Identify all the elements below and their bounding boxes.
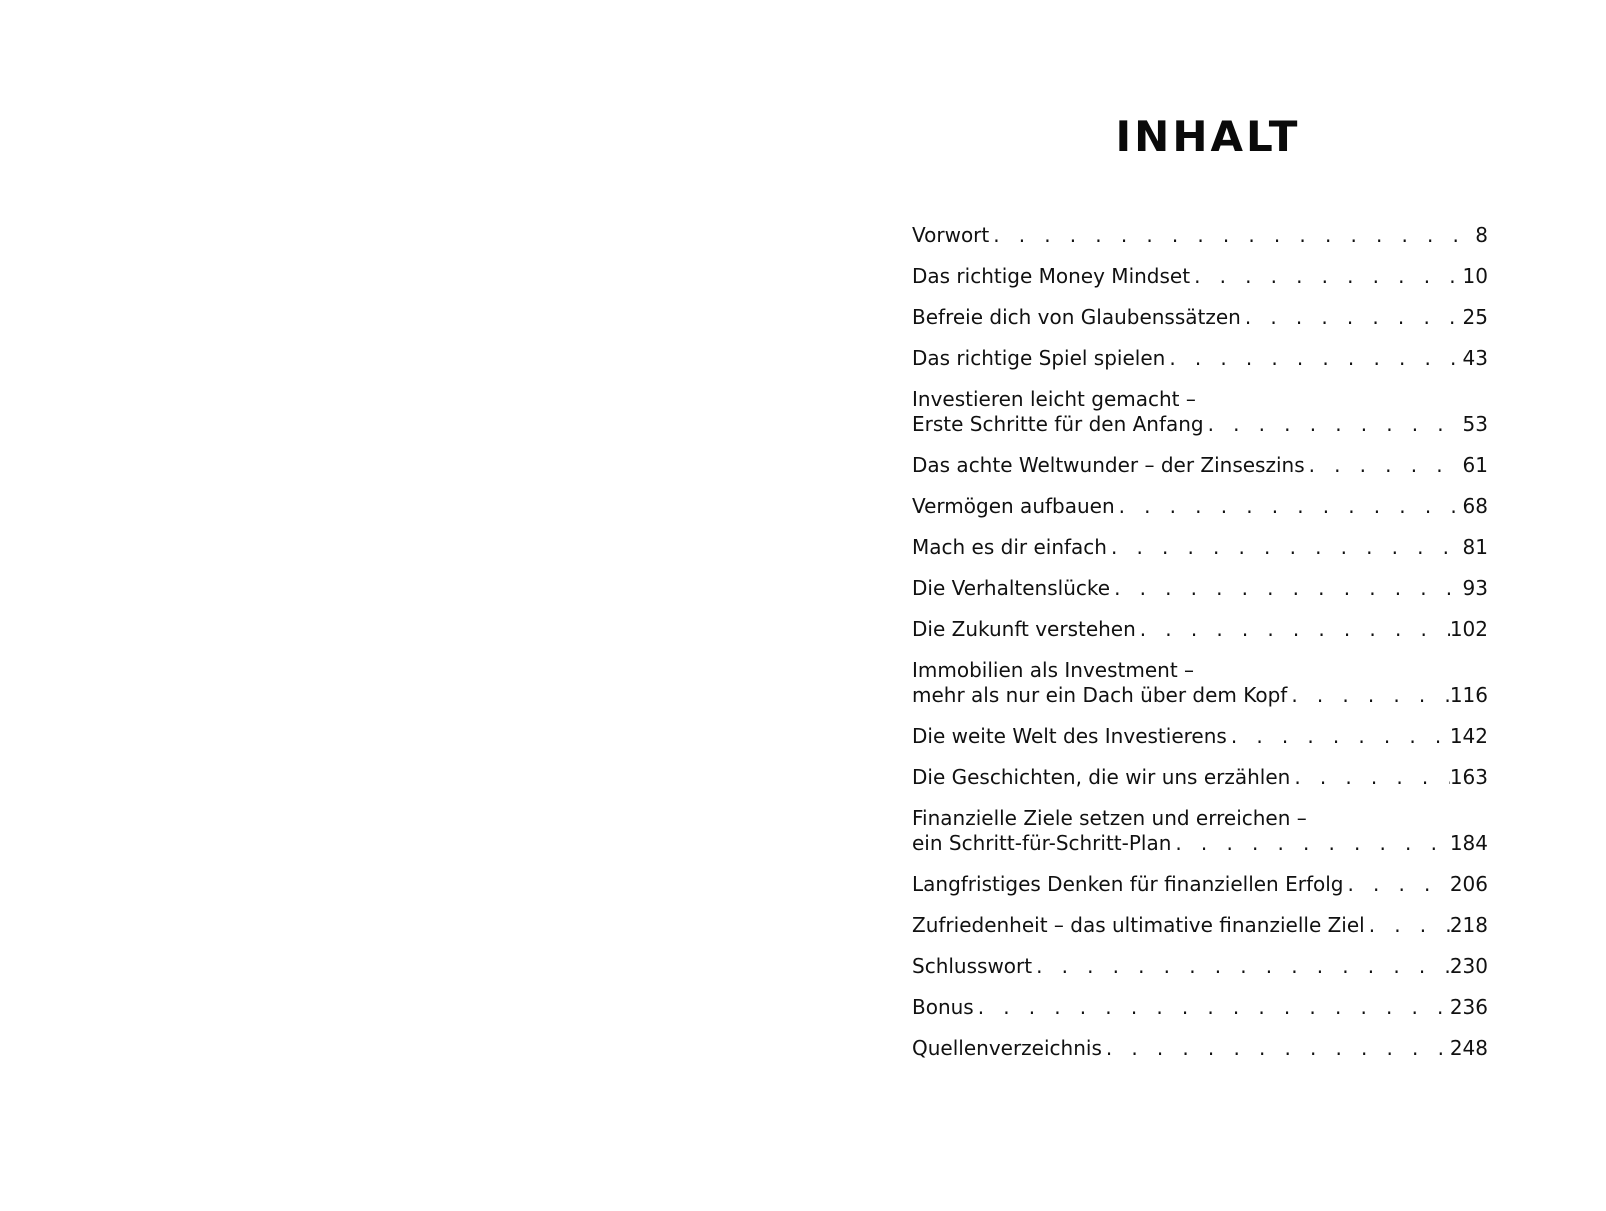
toc-page-number: 8 xyxy=(1475,223,1488,247)
toc-entry-line xyxy=(912,872,1488,897)
toc-entry-title: Investieren leicht gemacht – xyxy=(912,387,1196,411)
toc-entry-line xyxy=(912,995,1488,1020)
toc-page-number: 116 xyxy=(1449,683,1488,707)
toc-page-number: 248 xyxy=(1449,1036,1488,1060)
dot-leader xyxy=(1032,954,1450,979)
dot-leader xyxy=(1190,264,1462,289)
dot-leader xyxy=(1110,576,1462,601)
toc-entry-title: Erste Schritte für den Anfang xyxy=(912,412,1204,436)
toc-entry-title: Vermögen aufbauen xyxy=(912,494,1115,518)
toc-entry-line xyxy=(912,658,1488,683)
page-title: INHALT xyxy=(1115,112,1301,161)
toc-entry-line xyxy=(912,617,1488,642)
toc-entry[interactable] xyxy=(912,387,1488,437)
toc-entry[interactable] xyxy=(912,453,1488,478)
toc-entry[interactable] xyxy=(912,658,1488,708)
dot-leader xyxy=(1171,831,1449,856)
toc-page-number: 61 xyxy=(1462,453,1488,477)
toc-entry-title: Immobilien als Investment – xyxy=(912,658,1195,682)
toc-entry-title: Finanzielle Ziele setzen und erreichen – xyxy=(912,806,1307,830)
dot-leader xyxy=(1165,346,1462,371)
toc-entry-title: Die Zukunft verstehen xyxy=(912,617,1136,641)
toc-entry[interactable] xyxy=(912,305,1488,330)
dot-leader xyxy=(1204,412,1463,437)
dot-leader xyxy=(1102,1036,1450,1061)
toc-entry-line xyxy=(912,831,1488,856)
toc-entry-line xyxy=(912,765,1488,790)
toc-entry-line xyxy=(912,264,1488,289)
toc-entry-line xyxy=(912,806,1488,831)
toc-entry[interactable] xyxy=(912,576,1488,601)
toc-entry-line xyxy=(912,913,1488,938)
toc-entry[interactable] xyxy=(912,724,1488,749)
toc-entry-line xyxy=(912,683,1488,708)
toc-entry[interactable] xyxy=(912,806,1488,856)
toc-entry-title: Langfristiges Denken für finanziellen Erfolg xyxy=(912,872,1344,896)
toc-page-number: 184 xyxy=(1449,831,1488,855)
toc-entry-title: Quellenverzeichnis xyxy=(912,1036,1102,1060)
toc-entry[interactable] xyxy=(912,223,1488,248)
table-of-contents xyxy=(912,223,1488,1077)
toc-entry-line xyxy=(912,954,1488,979)
toc-page-number: 206 xyxy=(1449,872,1488,896)
toc-entry-line xyxy=(912,387,1488,412)
toc-entry-line xyxy=(912,535,1488,560)
toc-page-number: 218 xyxy=(1449,913,1488,937)
toc-entry[interactable] xyxy=(912,346,1488,371)
toc-entry-line xyxy=(912,724,1488,749)
toc-entry-title: Die Verhaltenslücke xyxy=(912,576,1111,600)
toc-entry-title: Zufriedenheit – das ultimative finanzielle Ziel xyxy=(912,913,1365,937)
dot-leader xyxy=(1227,724,1450,749)
toc-entry-line xyxy=(912,494,1488,519)
toc-page-number: 81 xyxy=(1462,535,1488,559)
toc-entry-title: Das richtige Spiel spielen xyxy=(912,346,1166,370)
toc-entry-title: ein Schritt-für-Schritt-Plan xyxy=(912,831,1172,855)
toc-entry-title: Das achte Weltwunder – der Zinseszins xyxy=(912,453,1305,477)
toc-entry-line xyxy=(912,412,1488,437)
dot-leader xyxy=(1107,535,1463,560)
toc-entry-line xyxy=(912,346,1488,371)
toc-entry-title: Die Geschichten, die wir uns erzählen xyxy=(912,765,1291,789)
toc-entry-line xyxy=(912,1036,1488,1061)
toc-entry[interactable] xyxy=(912,535,1488,560)
toc-entry-title: Bonus xyxy=(912,995,974,1019)
toc-entry-line xyxy=(912,576,1488,601)
dot-leader xyxy=(974,995,1450,1020)
dot-leader xyxy=(1290,765,1450,790)
toc-entry[interactable] xyxy=(912,1036,1488,1061)
toc-page-number: 93 xyxy=(1462,576,1488,600)
toc-entry[interactable] xyxy=(912,617,1488,642)
toc-page-number: 43 xyxy=(1462,346,1488,370)
toc-entry[interactable] xyxy=(912,765,1488,790)
toc-entry-title: Die weite Welt des Investierens xyxy=(912,724,1227,748)
toc-page-number: 53 xyxy=(1462,412,1488,436)
toc-entry[interactable] xyxy=(912,954,1488,979)
toc-page-number: 25 xyxy=(1462,305,1488,329)
toc-entry[interactable] xyxy=(912,872,1488,897)
dot-leader xyxy=(1305,453,1463,478)
toc-entry-title: Mach es dir einfach xyxy=(912,535,1107,559)
right-page xyxy=(803,0,1606,1211)
toc-entry[interactable] xyxy=(912,264,1488,289)
dot-leader xyxy=(1343,872,1449,897)
toc-entry[interactable] xyxy=(912,913,1488,938)
toc-page-number: 230 xyxy=(1449,954,1488,978)
toc-entry[interactable] xyxy=(912,995,1488,1020)
toc-entry-title: Befreie dich von Glaubenssätzen xyxy=(912,305,1241,329)
toc-page-number: 163 xyxy=(1449,765,1488,789)
toc-entry-title: Das richtige Money Mindset xyxy=(912,264,1191,288)
toc-entry[interactable] xyxy=(912,494,1488,519)
toc-entry-line xyxy=(912,453,1488,478)
dot-leader xyxy=(1365,913,1450,938)
toc-entry-title: Vorwort xyxy=(912,223,990,247)
toc-page-number: 102 xyxy=(1449,617,1488,641)
toc-entry-title: Schlusswort xyxy=(912,954,1033,978)
toc-page-number: 10 xyxy=(1462,264,1488,288)
toc-entry-title: mehr als nur ein Dach über dem Kopf xyxy=(912,683,1288,707)
toc-page-number: 236 xyxy=(1449,995,1488,1019)
dot-leader xyxy=(1241,305,1463,330)
toc-entry-line xyxy=(912,223,1488,248)
toc-entry-line xyxy=(912,305,1488,330)
toc-page-number: 142 xyxy=(1449,724,1488,748)
dot-leader xyxy=(1115,494,1463,519)
toc-page-number: 68 xyxy=(1462,494,1488,518)
dot-leader xyxy=(1287,683,1449,708)
dot-leader xyxy=(1136,617,1450,642)
dot-leader xyxy=(989,223,1475,248)
